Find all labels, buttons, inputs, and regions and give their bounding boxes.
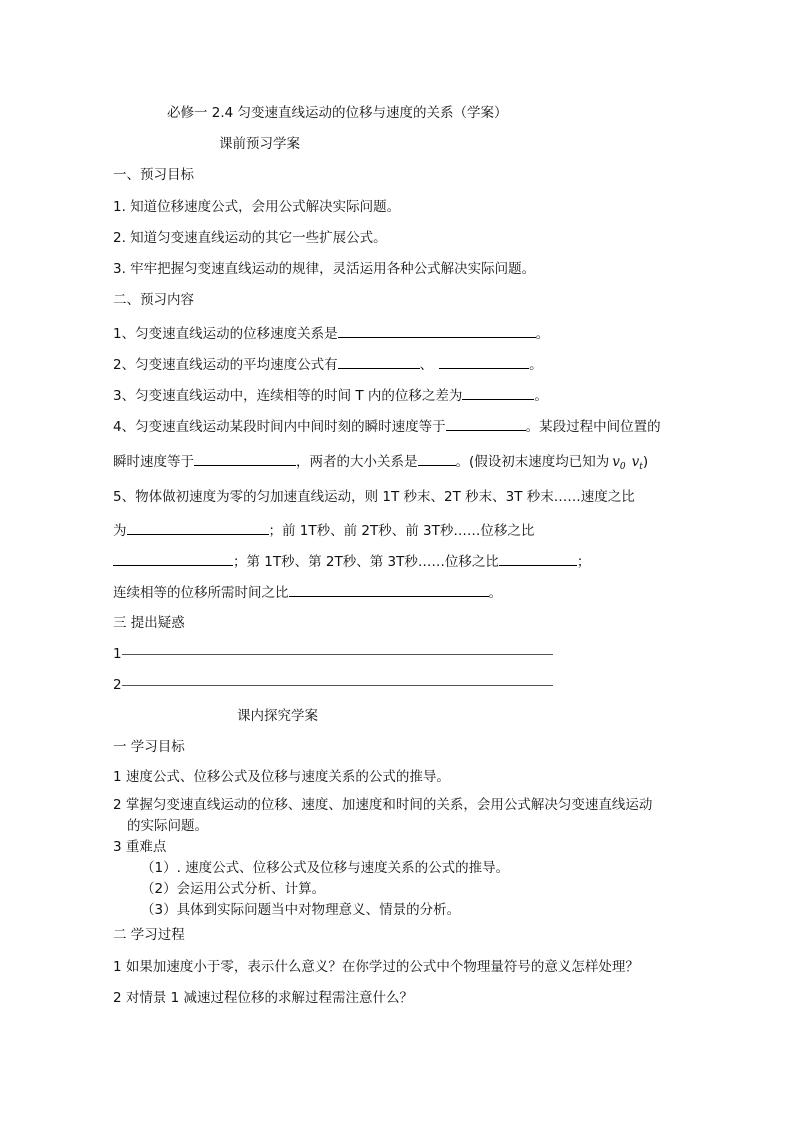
- punct: 。: [488, 585, 502, 601]
- target-item: 2 掌握匀变速直线运动的位移、速度、加速度和时间的关系，会用公式解决匀变速直线运动: [113, 797, 653, 813]
- doubt-line-number: 1: [113, 646, 122, 662]
- section-heading: 二 学习过程: [113, 927, 185, 943]
- answer-blank[interactable]: [289, 582, 489, 597]
- process-question: 1 如果加速度小于零，表示什么意义？在你学过的公式中个物理量符号的意义怎样处理？: [113, 959, 639, 975]
- vt-symbol: $v_t$: [631, 454, 643, 472]
- key-point: （3）具体到实际问题当中对物理意义、情景的分析。: [141, 902, 461, 918]
- question-5-cont: [113, 520, 534, 540]
- punct: 、: [419, 357, 434, 373]
- answer-blank[interactable]: [446, 416, 526, 431]
- question-1: [113, 323, 549, 343]
- section-heading: 一 学习目标: [113, 739, 185, 755]
- section-heading: 一、预习目标: [113, 167, 194, 183]
- v0-symbol: $v_0$: [612, 454, 626, 472]
- punct: ): [642, 454, 649, 470]
- answer-blank[interactable]: [462, 385, 534, 400]
- punct: 。: [535, 326, 550, 342]
- answer-blank[interactable]: [338, 323, 536, 338]
- target-item-cont: 的实际问题。: [127, 818, 208, 834]
- question-text: 为: [113, 523, 127, 539]
- key-point: （2）会运用公式分析、计算。: [141, 881, 326, 897]
- answer-blank[interactable]: [338, 354, 420, 369]
- question-text: 4、匀变速直线运动某段时间内中间时刻的瞬时速度等于: [113, 419, 446, 435]
- question-text: 连续相等的位移所需时间之比: [113, 585, 289, 601]
- question-4: [113, 416, 661, 436]
- question-text: 。某段过程中间位置的: [525, 419, 661, 435]
- document-title: 必修一 2.4 匀变速直线运动的位移与速度的关系（学案）: [167, 105, 508, 121]
- punct: ；: [576, 554, 591, 570]
- key-point: （1）. 速度公式、位移公式及位移与速度关系的公式的推导。: [141, 860, 510, 876]
- section-heading: 二、预习内容: [113, 292, 194, 308]
- question-2: [113, 354, 543, 374]
- process-question: 2 对情景 1 减速过程位移的求解过程需注意什么？: [113, 990, 414, 1006]
- goal-item: 1. 知道位移速度公式，会用公式解决实际问题。: [113, 199, 401, 215]
- question-5-cont: [113, 551, 590, 571]
- answer-blank[interactable]: [499, 551, 577, 566]
- doubt-answer-line[interactable]: [122, 654, 553, 655]
- answer-blank[interactable]: [194, 451, 296, 466]
- punct: 。: [529, 357, 543, 373]
- answer-blank[interactable]: [113, 551, 233, 566]
- question-text: ；前 1T秒、前 2T秒、前 3T秒……位移之比: [268, 523, 535, 539]
- question-3: [113, 385, 548, 405]
- question-text: 瞬时速度等于: [113, 454, 194, 470]
- question-4-cont: [113, 451, 648, 476]
- question-5-cont: [113, 582, 502, 602]
- goal-item: 3. 牢牢把握匀变速直线运动的规律，灵活运用各种公式解决实际问题。: [113, 261, 536, 277]
- section-heading: 三 提出疑惑: [113, 615, 185, 631]
- pre-class-title: 课前预习学案: [219, 136, 300, 152]
- question-text: 2、匀变速直线运动的平均速度公式有: [113, 357, 338, 373]
- question-5: 5、物体做初速度为零的匀加速直线运动，则 1T 秒末、2T 秒末、3T 秒末……速度之比: [113, 489, 635, 505]
- question-text: 3、匀变速直线运动中，连续相等的时间 T 内的位移之差为: [113, 388, 463, 404]
- doubt-answer-line[interactable]: [122, 685, 553, 686]
- answer-blank[interactable]: [439, 354, 529, 369]
- question-text: 1、匀变速直线运动的位移速度关系是: [113, 326, 338, 342]
- target-item: 1 速度公式、位移公式及位移与速度关系的公式的推导。: [113, 769, 450, 785]
- doubt-line-number: 2: [113, 677, 122, 693]
- in-class-title: 课内探究学案: [237, 708, 318, 724]
- punct: 。: [534, 388, 548, 404]
- question-text: 。(假设初末速度均已知为: [455, 454, 610, 470]
- question-text: ；第 1T秒、第 2T秒、第 3T秒……位移之比: [233, 554, 499, 570]
- question-text: ，两者的大小关系是: [296, 454, 418, 470]
- goal-item: 2. 知道匀变速直线运动的其它一些扩展公式。: [113, 230, 387, 246]
- answer-blank[interactable]: [127, 520, 269, 535]
- answer-blank[interactable]: [418, 451, 456, 466]
- target-item: 3 重难点: [113, 839, 167, 855]
